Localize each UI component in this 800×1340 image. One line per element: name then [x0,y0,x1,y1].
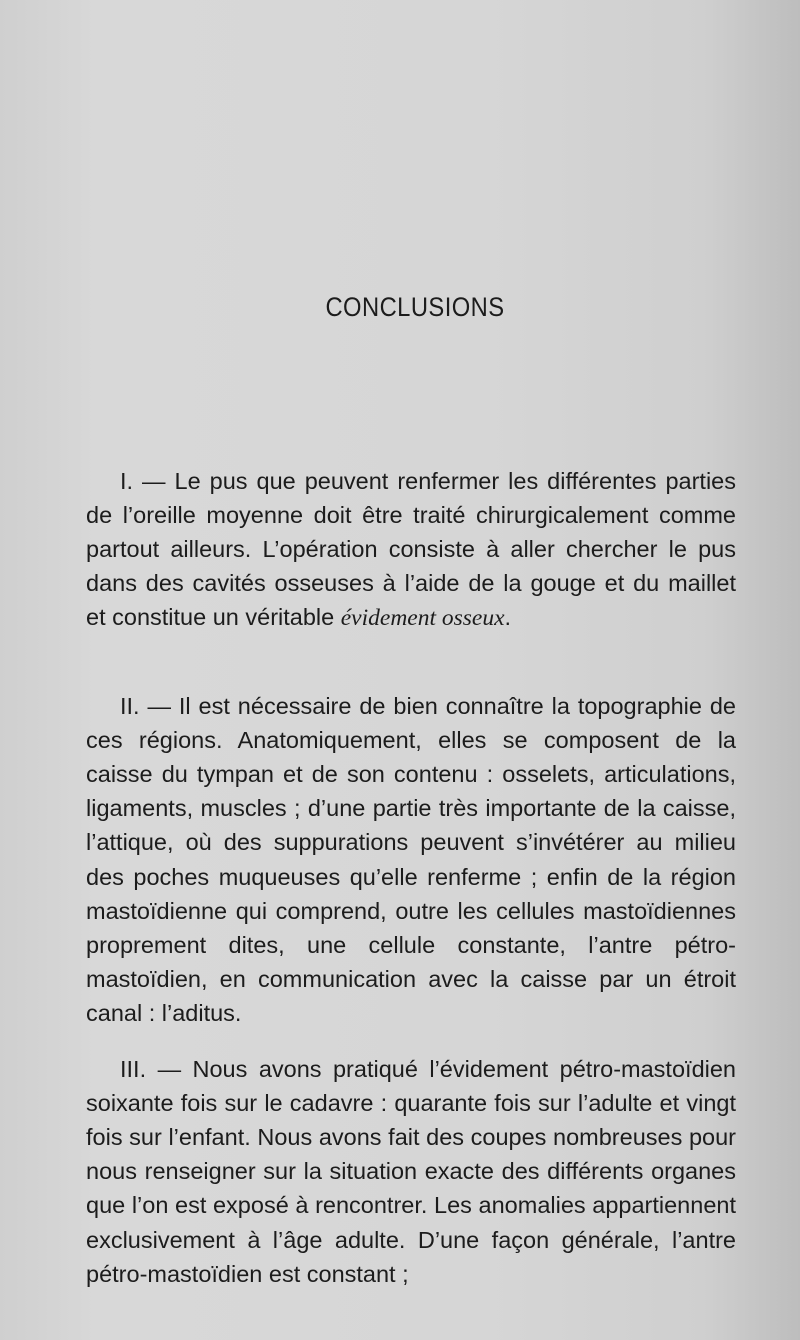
paragraph-text: — Il est nécessaire de bien connaître la topographie de ces régions. Anatomiquement, elles se composent de la caisse du tympan et de son contenu : osselets, articulations, ligaments, muscles ; d’une partie très importante de la caisse, l’attique, où des suppurations peuvent s’invétérer au milieu des poches muqueuses qu’elle renferme ; enfin de la région mastoïdienne qui comprend, outre les cellules mastoïdiennes proprement dites, une cellule constante, l’antre pétro-mastoïdien, en communication avec la caisse par un étroit canal : l’aditus. [86,692,736,1027]
paragraph-emphasis: évidement osseux [340,605,505,632]
paragraph-text: — Le pus que peuvent renfermer les différentes parties de l’oreille moyenne doit être traité chirurgicalement comme partout ailleurs. L’opération consiste à aller chercher le pus dans des cavités osseuses à l’aide de la gouge et du maillet et constitue un véritable [86,467,736,631]
paragraph-number: III. [120,1055,147,1082]
paragraph-2 [86,689,736,1031]
paragraph-1 [86,464,736,636]
paragraph-ending: . [504,604,512,631]
paragraph-number: I. [120,467,134,494]
paragraph-number: II. [120,692,140,719]
paragraph-3 [86,1052,736,1291]
page-heading: CONCLUSIONS [325,292,505,322]
paragraph-text: — Nous avons pratiqué l’évidement pétro-mastoïdien soixante fois sur le cadavre : quarante fois sur l’adulte et vingt fois sur l’enfant. Nous avons fait des coupes nombreuses pour nous renseigner sur la situation exacte des différents organes que l’on est exposé à rencontrer. Les anomalies appartiennent exclusivement à l’âge adulte. D’une façon générale, l’antre pétro-mastoïdien est constant ; [86,1055,736,1287]
